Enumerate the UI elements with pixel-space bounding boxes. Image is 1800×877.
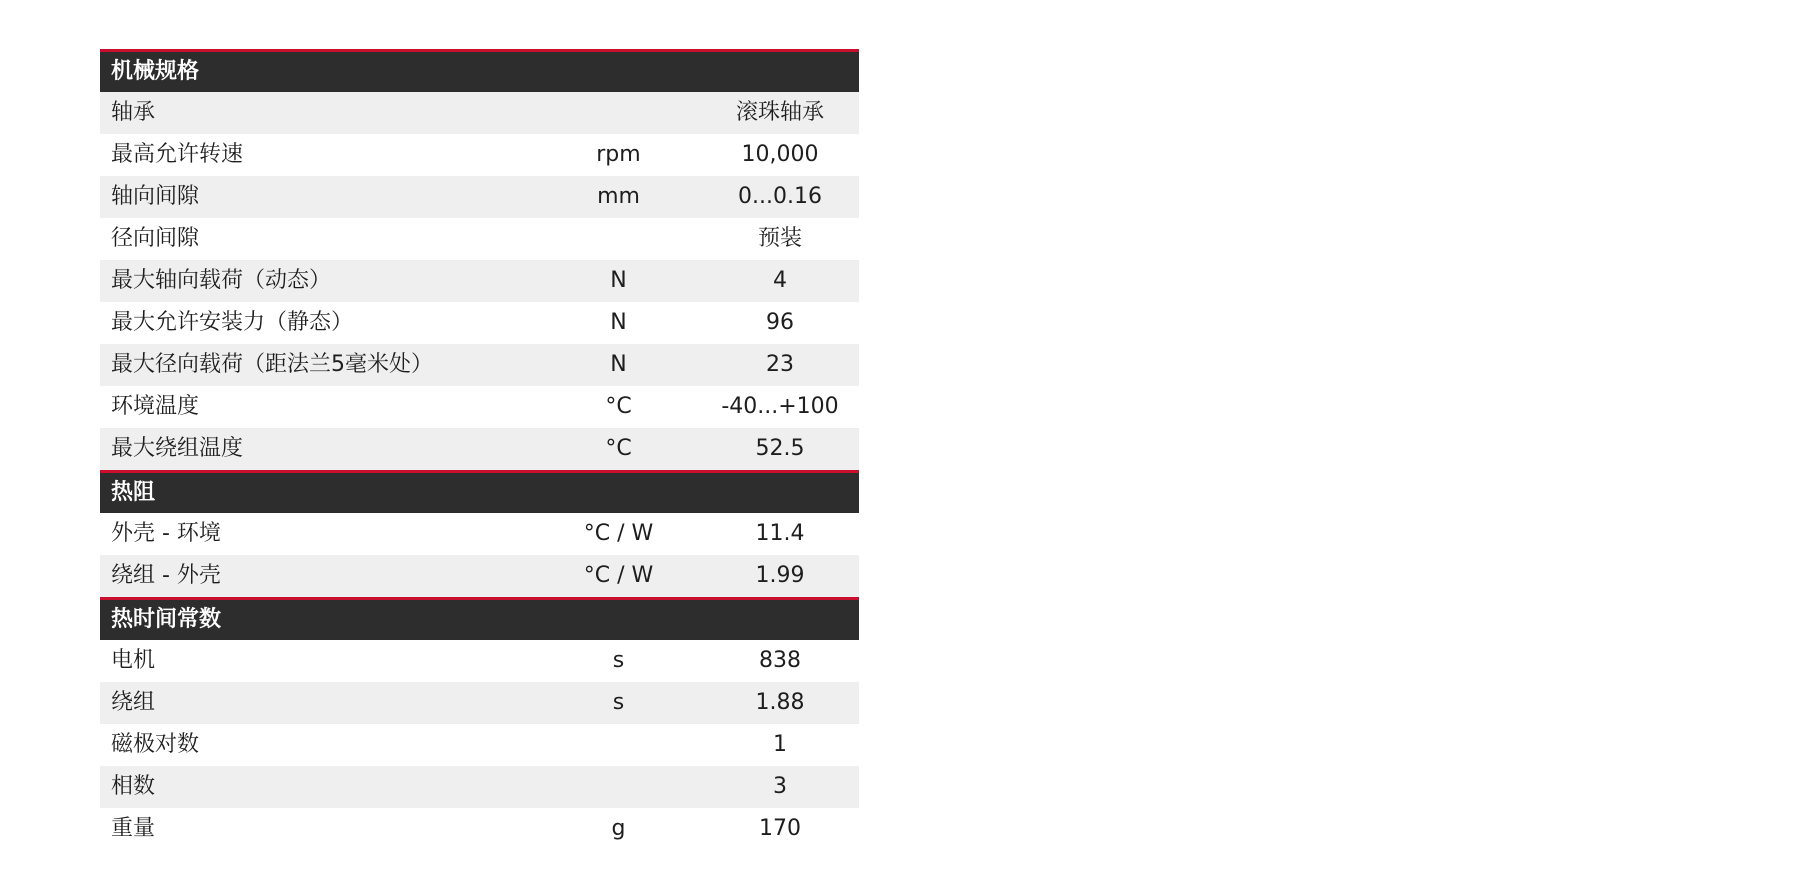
row-label: 绕组 - 外壳 xyxy=(111,563,221,588)
table-row xyxy=(100,766,859,808)
row-label: 轴承 xyxy=(111,100,156,125)
row-value: 23 xyxy=(766,352,794,377)
table-row xyxy=(100,428,859,470)
row-unit: °C xyxy=(605,394,632,419)
section-thermal-time-constant xyxy=(100,597,859,850)
row-unit: s xyxy=(612,648,625,673)
section-header: 热时间常数 xyxy=(100,597,859,640)
row-unit xyxy=(536,218,701,260)
row-value: 11.4 xyxy=(755,521,805,546)
row-unit: s xyxy=(612,690,625,715)
row-value: 170 xyxy=(759,816,801,841)
section-thermal-resistance xyxy=(100,470,859,597)
row-value: 3 xyxy=(773,774,787,799)
row-value: 0...0.16 xyxy=(738,184,822,209)
row-label: 径向间隙 xyxy=(111,226,200,251)
section-header: 机械规格 xyxy=(100,49,859,92)
row-value: 96 xyxy=(766,310,794,335)
row-value: 1.99 xyxy=(755,563,805,588)
table-row xyxy=(100,134,859,176)
table-row xyxy=(100,640,859,682)
table-row xyxy=(100,176,859,218)
row-label: 绕组 xyxy=(111,690,156,715)
row-value: 预装 xyxy=(757,226,802,251)
row-label: 最大轴向载荷（动态） xyxy=(111,268,332,293)
row-unit: °C xyxy=(605,436,632,461)
row-label: 最大绕组温度 xyxy=(111,436,244,461)
table-row xyxy=(100,555,859,597)
row-unit: N xyxy=(610,352,627,377)
row-unit: rpm xyxy=(596,142,641,167)
row-unit: °C / W xyxy=(583,521,654,546)
table-row xyxy=(100,808,859,850)
row-value: 838 xyxy=(759,648,801,673)
row-label: 最大径向载荷（距法兰5毫米处） xyxy=(111,352,433,377)
row-value: 4 xyxy=(773,268,787,293)
table-row xyxy=(100,724,859,766)
table-row xyxy=(100,386,859,428)
row-unit: mm xyxy=(597,184,640,209)
row-unit: N xyxy=(610,268,627,293)
row-label: 磁极对数 xyxy=(111,732,200,757)
row-value: 1 xyxy=(773,732,787,757)
table-row xyxy=(100,302,859,344)
table-row xyxy=(100,218,859,260)
row-label: 最高允许转速 xyxy=(111,142,244,167)
row-unit: N xyxy=(610,310,627,335)
row-unit: °C / W xyxy=(583,563,654,588)
spec-table xyxy=(100,49,859,850)
row-value: -40...+100 xyxy=(721,394,839,419)
section-header: 热阻 xyxy=(100,470,859,513)
row-label: 环境温度 xyxy=(111,394,200,419)
table-row xyxy=(100,260,859,302)
table-row xyxy=(100,513,859,555)
table-row xyxy=(100,344,859,386)
row-unit xyxy=(536,92,701,134)
row-unit xyxy=(536,766,701,808)
row-value: 10,000 xyxy=(741,142,819,167)
table-row xyxy=(100,682,859,724)
row-unit: g xyxy=(611,816,626,841)
row-value: 1.88 xyxy=(755,690,805,715)
row-label: 外壳 - 环境 xyxy=(111,521,221,546)
section-mechanical xyxy=(100,49,859,470)
row-label: 电机 xyxy=(111,648,156,673)
row-label: 重量 xyxy=(111,816,156,841)
row-unit xyxy=(536,724,701,766)
row-label: 轴向间隙 xyxy=(111,184,200,209)
table-row xyxy=(100,92,859,134)
row-value: 滚珠轴承 xyxy=(735,100,824,125)
row-label: 最大允许安装力（静态） xyxy=(111,310,354,335)
row-value: 52.5 xyxy=(755,436,805,461)
row-label: 相数 xyxy=(111,774,156,799)
